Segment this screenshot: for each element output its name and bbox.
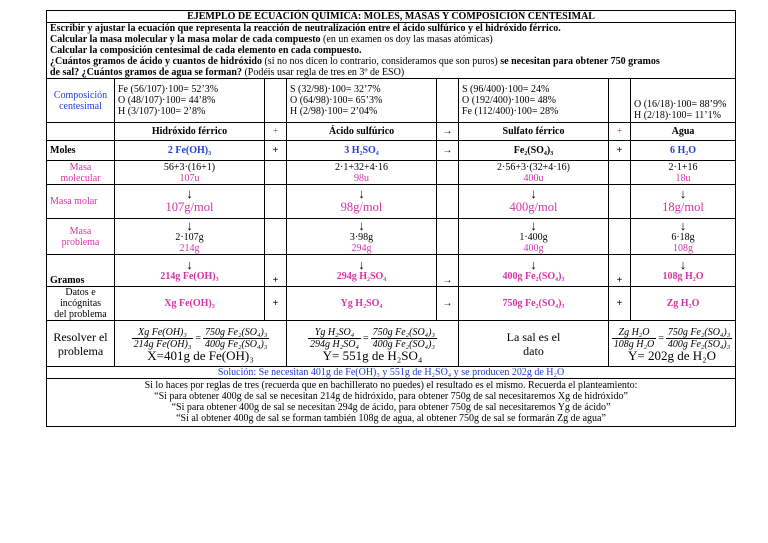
molecular-gap-1 [265,161,287,185]
problem-mass-label: Masa problema [47,219,115,255]
problem-mass-acid: ↓ 3·98g 294g [287,219,437,255]
unknowns-salt: 750g Fe₂(SO₄)₃ [459,287,609,321]
down-arrow-icon: ↓ [358,186,365,201]
grams-acid: ↓ 294g H₂SO₄ [287,255,437,287]
worksheet-table [46,10,736,427]
result-water: Y= 202g de H₂O [627,347,717,363]
name-acid: Ácido sulfúrico [287,123,437,141]
name-hydroxide: Hidróxido férrico [115,123,265,141]
down-arrow-icon: ↓ [530,217,537,233]
problem-mass-gap-1 [265,219,287,255]
solve-hydroxide [115,321,287,367]
footer-line-2: “Si para obtener 400g de sal se necesitan 214g de hidróxido, para obtener 750g de sal necesitaremos Xg de hidróxido” [154,391,628,402]
grams-hydroxide: ↓ 214g Fe(OH)₃ [115,255,265,287]
unknowns-row [47,287,736,321]
grams-arrow: → [437,255,459,287]
molecular-gap-3 [609,161,631,185]
molecular-gap-2 [437,161,459,185]
unknowns-acid: Yg H₂SO₄ [287,287,437,321]
name-salt: Sulfato férrico [459,123,609,141]
composition-salt: S (96/400)·100= 24% O (192/400)·100= 48% Fe (112/400)·100= 28% [459,79,609,123]
problem-mass-water: ↓ 6·18g 108g [631,219,736,255]
moles-arrow: → [437,141,459,161]
molecular-salt: 2·56+3·(32+4·16) 400u [459,161,609,185]
molar-gap-2 [437,185,459,219]
proportion-acid: $\frac{\text{Yg H₂SO₄}}{\text{294g H₂SO₄}}$ = $\frac{\text{750g Fe₂(SO₄)₃}}{\text{400g Fe₂(SO₄)₃}}$ [310,326,435,350]
worksheet-title: EJEMPLO DE ECUACIÓN QUÍMICA: MOLES, MASAS Y COMPOSICIÓN CENTESIMAL [47,11,736,23]
molecular-mass-row [47,161,736,185]
names-row [47,123,736,141]
footer-line-4: “Si al obtener 400g de sal se forman también 108g de agua, al obtener 750g de sal se formarán Zg de agua” [176,413,606,424]
down-arrow-icon: ↓ [679,257,687,272]
name-arrow: → [437,123,459,141]
name-water: Agua [631,123,736,141]
composition-water: O (16/18)·100= 88’9% H (2/18)·100= 11’1% [631,79,736,123]
moles-plus-1: + [265,141,287,161]
grams-label: Gramos [47,255,115,287]
problem-mass-gap-3 [609,219,631,255]
salt-note: La sal es el dato [459,321,609,367]
down-arrow-icon: ↓ [358,257,365,272]
moles-acid: 3 H₂SO₄ [287,141,437,161]
solution-text: Solución: Se necesitan 401g de Fe(OH)₃ y 551g de H₂SO₄ y se producen 202g de H₂O [47,367,736,379]
unknowns-arrow: → [437,287,459,321]
composition-gap-3 [609,79,631,123]
down-arrow-icon: ↓ [186,186,193,201]
down-arrow-icon: ↓ [186,257,193,272]
proportion-water: $\frac{\text{Zg H₂O}}{\text{108g H₂O}}$ = $\frac{\text{750g Fe₂(SO₄)₃}}{\text{400g Fe₂(SO₄)₃}}$ [613,326,731,350]
down-arrow-icon: ↓ [186,217,193,233]
solve-row [47,321,736,367]
composition-label: Composición centesimal [47,79,115,123]
footer-line-1: Si lo haces por reglas de tres (recuerda que en bachillerato no puedes) el resultado es el mismo. Recuerda el planteamiento: [144,380,638,391]
molar-hydroxide: ↓ 107g/mol [115,185,265,219]
result-acid: Y= 551g de H₂SO₄ [322,347,423,363]
composition-acid: S (32/98)·100= 32’7% O (64/98)·100= 65’3% H (2/98)·100= 2’04% [287,79,437,123]
grams-plus-1: + [265,255,287,287]
molecular-hydroxide: 56+3·(16+1) 107u [115,161,265,185]
footer-explanation [47,379,736,427]
intro-line-4: ¿Cuántos gramos de ácido y cuantos de hidróxido (si no nos dicen lo contrario, consideramos que son puros) se necesitan para obtener 750 gramos [50,56,660,67]
down-arrow-icon: ↓ [679,186,687,201]
intro-row [47,23,736,79]
molar-mass-label: Masa molar [47,185,115,219]
grams-salt: ↓ 400g Fe₂(SO₄)₃ [459,255,609,287]
solve-acid [287,321,459,367]
intro-line-1: Escribir y ajustar la ecuación que representa la reacción de neutralización entre el ácido sulfúrico y el hidróxido férrico. [50,23,561,34]
molecular-mass-label: Masa molecular [47,161,115,185]
moles-label: Moles [47,141,115,161]
intro-line-2: Calcular la masa molecular y la masa molar de cada compuesto (en un examen os doy las masas atómicas) [50,34,493,45]
composition-row [47,79,736,123]
composition-gap-1 [265,79,287,123]
down-arrow-icon: ↓ [530,257,537,272]
title-row [47,11,736,23]
unknowns-hydroxide: Xg Fe(OH)₃ [115,287,265,321]
proportion-hydroxide: $\frac{\text{Xg Fe(OH)₃}}{\text{214g Fe(OH)₃}}$ = $\frac{\text{750g Fe₂(SO₄)₃}}{\text{400g Fe₂(SO₄)₃}}$ [133,326,268,350]
footer-row [47,379,736,427]
footer-line-3: “Si para obtener 400g de sal se necesitan 294g de ácido, para obtener 750g de sal necesitaremos Yg de ácido” [171,402,611,413]
moles-row [47,141,736,161]
molar-gap-3 [609,185,631,219]
problem-mass-row [47,219,736,255]
intro-line-5: de sal? ¿Cuántos gramos de agua se forman? (Podéis usar regla de tres en 3º de ESO) [50,67,405,78]
down-arrow-icon: ↓ [679,217,687,233]
molar-salt: ↓ 400g/mol [459,185,609,219]
name-plus-2: + [609,123,631,141]
grams-water: ↓ 108g H₂O [631,255,736,287]
moles-plus-2: + [609,141,631,161]
grams-row [47,255,736,287]
intro-line-3: Calcular la composición centesimal de cada elemento en cada compuesto. [50,45,362,56]
moles-hydroxide: 2 Fe(OH)₃ [115,141,265,161]
moles-salt: Fe₂(SO₄)₃ [459,141,609,161]
name-plus-1: + [265,123,287,141]
grams-plus-2: + [609,255,631,287]
composition-hydroxide: Fe (56/107)·100= 52’3% O (48/107)·100= 44’8% H (3/107)·100= 2’8% [115,79,265,123]
molar-gap-1 [265,185,287,219]
problem-mass-hydroxide: ↓ 2·107g 214g [115,219,265,255]
names-label [47,123,115,141]
unknowns-label: Datos e incógnitas del problema [47,287,115,321]
molar-water: ↓ 18g/mol [631,185,736,219]
down-arrow-icon: ↓ [530,186,537,201]
molar-mass-row [47,185,736,219]
problem-mass-gap-2 [437,219,459,255]
down-arrow-icon: ↓ [358,217,365,233]
solution-row [47,367,736,379]
composition-gap-2 [437,79,459,123]
problem-mass-salt: ↓ 1·400g 400g [459,219,609,255]
solve-label: Resolver el problema [47,321,115,367]
solve-water [609,321,736,367]
molecular-water: 2·1+16 18u [631,161,736,185]
molecular-acid: 2·1+32+4·16 98u [287,161,437,185]
unknowns-plus-2: + [609,287,631,321]
unknowns-water: Zg H₂O [631,287,736,321]
moles-water: 6 H₂O [631,141,736,161]
problem-statement [47,23,736,79]
unknowns-plus-1: + [265,287,287,321]
result-hydroxide: X=401g de Fe(OH)₃ [147,347,254,363]
molar-acid: ↓ 98g/mol [287,185,437,219]
